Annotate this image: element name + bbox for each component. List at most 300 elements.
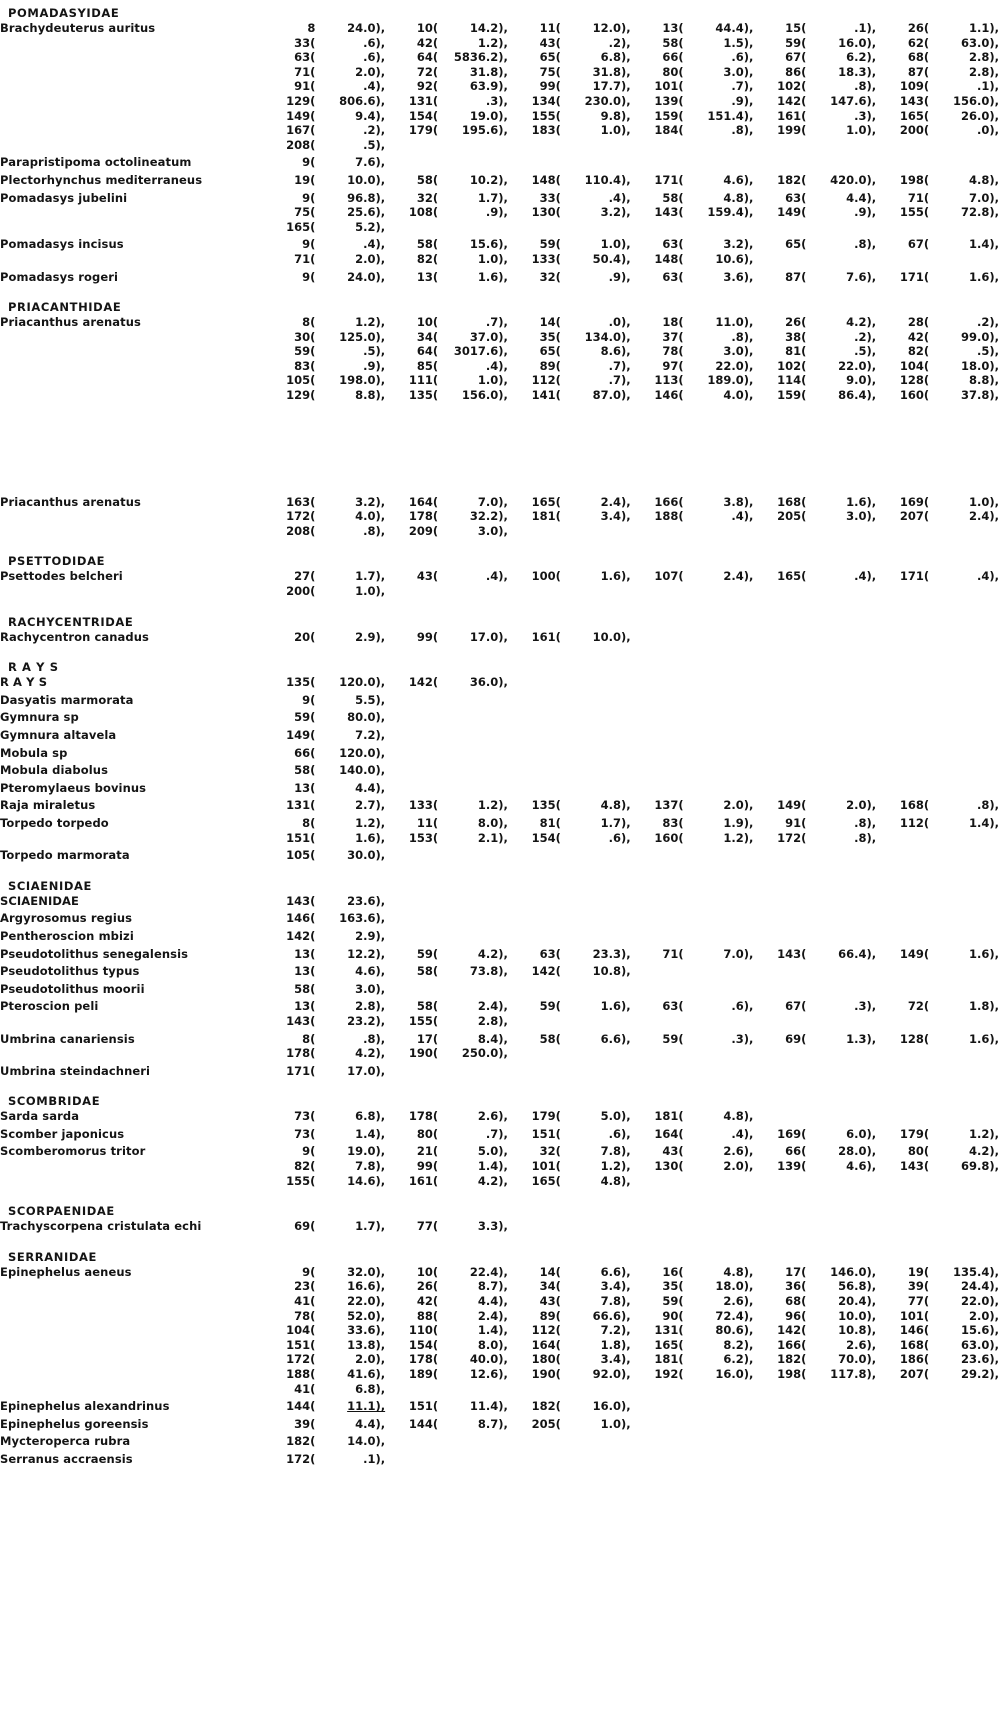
station-number: 16( <box>662 1264 684 1279</box>
station-number <box>385 982 438 997</box>
station-number: 186( <box>899 1352 930 1367</box>
station-number: 155( <box>286 1173 316 1188</box>
station-number: 200( <box>286 584 316 599</box>
station-number <box>508 1046 561 1061</box>
station-number <box>508 982 561 997</box>
catch-value: 9.8), <box>600 108 631 123</box>
table-row <box>0 746 999 761</box>
station-number: 104( <box>286 1323 316 1338</box>
catch-value: .3), <box>485 93 508 108</box>
station-number <box>631 781 684 796</box>
station-number: 198( <box>899 172 930 187</box>
catch-value: 2.0), <box>355 251 386 266</box>
species-name: Torpedo torpedo <box>0 815 109 830</box>
species-name: Pseudotolithus moorii <box>0 981 145 996</box>
catch-value: 806.6), <box>339 93 386 108</box>
station-number <box>508 894 561 909</box>
catch-value: 16.0), <box>838 35 877 50</box>
station-number: 149( <box>286 108 316 123</box>
catch-value <box>806 675 876 690</box>
station-number: 35( <box>662 1279 684 1294</box>
species-name: Epinephelus aeneus <box>0 1264 132 1279</box>
station-number: 133( <box>531 251 561 266</box>
station-number: 143( <box>286 893 316 908</box>
station-number: 165( <box>654 1337 684 1352</box>
catch-value: .3), <box>854 999 877 1014</box>
station-number: 73( <box>294 1126 316 1141</box>
station-number <box>753 1382 806 1397</box>
station-number: 100( <box>531 569 561 584</box>
station-number: 42( <box>416 35 439 50</box>
catch-value <box>929 1014 999 1029</box>
catch-value <box>561 1046 631 1061</box>
station-number: 148( <box>654 251 684 266</box>
station-number: 130( <box>531 205 561 220</box>
table-row <box>0 359 999 374</box>
catch-value: 1.2), <box>355 315 386 330</box>
station-number: 188( <box>286 1367 316 1381</box>
catch-value: .6), <box>731 999 754 1014</box>
catch-value: 1.6), <box>969 1031 999 1046</box>
catch-value: 2.8), <box>969 50 999 65</box>
station-number: 183( <box>531 123 561 138</box>
catch-value: 18.0), <box>715 1279 754 1294</box>
catch-value: 2.0), <box>723 798 754 813</box>
catch-value <box>806 728 876 743</box>
catch-value <box>684 1417 754 1432</box>
family-heading: SERRANIDAE <box>8 1249 97 1264</box>
station-number <box>876 1174 929 1189</box>
station-number: 10( <box>416 315 439 330</box>
catch-value: 3017.6), <box>453 344 508 359</box>
catch-value: 4.2), <box>477 946 508 961</box>
catch-value <box>561 746 631 761</box>
station-number <box>631 1014 684 1029</box>
catch-value: .9), <box>608 269 631 284</box>
catch-value: .8), <box>854 79 877 94</box>
catch-value: 4.4), <box>477 1294 508 1309</box>
station-number: 165( <box>899 108 930 123</box>
station-number <box>631 630 684 645</box>
station-number: 169( <box>899 494 930 509</box>
table-row <box>0 524 999 539</box>
table-row <box>0 1144 999 1159</box>
catch-value <box>561 1452 631 1467</box>
catch-value: 9.0), <box>846 373 877 388</box>
station-number: 58( <box>416 237 439 252</box>
station-number: 72( <box>907 999 930 1014</box>
catch-value: 147.6), <box>830 93 877 108</box>
catch-value: 4.4), <box>846 190 877 205</box>
catch-value: 30.0), <box>347 848 386 863</box>
table-row <box>0 675 999 690</box>
catch-value: 23.3), <box>592 946 631 961</box>
species-name: Parapristipoma octolineatum <box>0 155 192 170</box>
station-number <box>631 728 684 743</box>
catch-value: 70.0), <box>838 1352 877 1367</box>
station-number: 83( <box>294 358 316 373</box>
species-name: Pomadasys incisus <box>0 237 124 252</box>
catch-value <box>561 584 631 599</box>
catch-value: 5.0), <box>477 1144 508 1159</box>
station-number: 178( <box>408 509 439 524</box>
catch-table <box>0 894 999 1079</box>
species-name: Pseudotolithus senegalensis <box>0 946 189 961</box>
catch-value: 2.6), <box>723 1294 754 1309</box>
station-number: 19( <box>907 1264 930 1279</box>
catch-value <box>438 763 508 778</box>
catch-value: .4), <box>608 190 631 205</box>
catch-value: .2), <box>608 35 631 50</box>
catch-value: 3.3), <box>477 1219 508 1234</box>
station-number: 41( <box>294 1381 316 1396</box>
station-number: 68( <box>785 1294 807 1309</box>
table-row <box>0 237 999 252</box>
catch-value: 16.0), <box>715 1367 754 1381</box>
station-number: 149( <box>899 946 930 961</box>
catch-value: 1.7), <box>355 569 386 584</box>
catch-value <box>806 1399 876 1414</box>
station-number: 69( <box>294 1219 316 1234</box>
catch-value: 8.4), <box>477 1031 508 1046</box>
station-number: 131( <box>654 1323 684 1338</box>
station-number: 27( <box>294 569 316 584</box>
catch-value: 3.4), <box>600 1352 631 1367</box>
table-row <box>0 710 999 725</box>
catch-value: 140.0), <box>339 763 386 778</box>
catch-value: 50.4), <box>592 251 631 266</box>
catch-value: 117.8), <box>830 1367 877 1381</box>
catch-value: 8.7), <box>477 1279 508 1294</box>
station-number <box>753 1417 806 1432</box>
station-number: 63( <box>294 50 316 65</box>
station-number <box>631 155 684 170</box>
station-number: 99( <box>539 79 561 94</box>
station-number: 26( <box>907 21 930 35</box>
station-number: 128( <box>899 373 930 388</box>
catch-value: 26.0), <box>961 108 999 123</box>
station-number: 144( <box>286 1399 316 1414</box>
station-number: 182( <box>777 172 807 187</box>
station-number <box>385 746 438 761</box>
station-number <box>385 781 438 796</box>
section-spacer <box>0 599 999 615</box>
station-number <box>631 982 684 997</box>
station-number <box>876 781 929 796</box>
station-number: 17( <box>785 1264 807 1279</box>
family-heading: SCIAENIDAE <box>8 878 92 893</box>
catch-value: 10.0), <box>347 172 386 187</box>
station-number: 151( <box>531 1126 561 1141</box>
station-number: 178( <box>408 1352 439 1367</box>
station-number: 160( <box>899 388 930 403</box>
station-number: 58( <box>416 172 439 187</box>
catch-value <box>929 728 999 743</box>
catch-value <box>561 1219 631 1234</box>
species-name: Priacanthus arenatus <box>0 494 141 509</box>
table-row <box>0 220 999 235</box>
catch-table <box>0 495 999 539</box>
catch-value: 2.0), <box>355 64 386 79</box>
species-name <box>0 1309 262 1324</box>
catch-value <box>684 1434 754 1449</box>
catch-value <box>806 630 876 645</box>
catch-value <box>684 1219 754 1234</box>
station-number: 63( <box>662 999 684 1014</box>
species-name <box>0 109 262 124</box>
catch-value: 10.8), <box>592 964 631 979</box>
station-number: 67( <box>907 237 930 252</box>
catch-value: 7.6), <box>846 269 877 284</box>
table-row <box>0 831 999 846</box>
catch-value <box>929 252 999 267</box>
catch-value: 1.6), <box>969 946 999 961</box>
table-row <box>0 173 999 188</box>
species-name <box>0 1294 262 1309</box>
catch-value <box>929 1109 999 1124</box>
station-number <box>385 138 438 153</box>
station-number <box>508 728 561 743</box>
station-number: 141( <box>531 388 561 403</box>
station-number: 154( <box>531 830 561 845</box>
station-number: 114( <box>777 373 807 388</box>
station-number: 171( <box>899 269 930 284</box>
catch-value <box>438 1452 508 1467</box>
station-number: 178( <box>286 1046 316 1061</box>
table-row <box>0 1219 999 1234</box>
station-number <box>876 848 929 863</box>
station-number: 32( <box>539 1144 561 1159</box>
catch-value <box>684 781 754 796</box>
catch-value: 2.4), <box>723 569 754 584</box>
catch-value <box>684 675 754 690</box>
catch-value: .7), <box>608 373 631 388</box>
species-name <box>0 220 262 235</box>
catch-value: .6), <box>363 50 386 65</box>
catch-value <box>561 155 631 170</box>
catch-value: 4.8), <box>969 172 999 187</box>
catch-value: 3.0), <box>477 523 508 538</box>
catch-value <box>684 728 754 743</box>
catch-value: 1.9), <box>723 815 754 830</box>
table-row <box>0 1294 999 1309</box>
station-number <box>876 831 929 846</box>
table-row <box>0 1064 999 1079</box>
species-name: Gymnura sp <box>0 710 79 725</box>
station-number <box>385 911 438 926</box>
catch-value: 22.0), <box>715 358 754 373</box>
catch-value: .7), <box>731 79 754 94</box>
table-row <box>0 388 999 403</box>
species-name <box>0 373 262 388</box>
catch-value: .7), <box>485 315 508 330</box>
family-heading: RACHYCENTRIDAE <box>8 614 134 629</box>
catch-value: .6), <box>608 1126 631 1141</box>
catch-value <box>684 1382 754 1397</box>
species-name <box>0 584 262 599</box>
station-number: 143( <box>899 1159 930 1174</box>
catch-value: 4.2), <box>969 1144 999 1159</box>
table-row <box>0 1434 999 1449</box>
station-number <box>876 894 929 909</box>
station-number: 161( <box>777 108 807 123</box>
station-number: 9( <box>302 692 316 707</box>
station-number <box>385 929 438 944</box>
station-number <box>631 929 684 944</box>
table-row <box>0 947 999 962</box>
table-row <box>0 1382 999 1397</box>
station-number: 8( <box>302 315 316 330</box>
station-number: 21( <box>416 1144 439 1159</box>
station-number: 182( <box>531 1399 561 1414</box>
station-number: 58( <box>294 763 316 778</box>
catch-value: 8.7), <box>477 1416 508 1431</box>
catch-value <box>684 630 754 645</box>
catch-value: 7.8), <box>600 1294 631 1309</box>
catch-value: .9), <box>731 93 754 108</box>
species-name: Trachyscorpena cristulata echi <box>0 1219 202 1234</box>
station-number: 128( <box>899 1031 930 1046</box>
catch-value: 1.6), <box>600 569 631 584</box>
station-number: 182( <box>286 1434 316 1449</box>
catch-value: 12.2), <box>347 946 386 961</box>
station-number <box>876 964 929 979</box>
station-number: 41( <box>294 1294 316 1309</box>
station-number <box>753 848 806 863</box>
catch-value: .1), <box>854 21 877 35</box>
family-heading: R A Y S <box>8 660 59 675</box>
station-number <box>631 1452 684 1467</box>
catch-value: .2), <box>363 123 386 138</box>
station-number <box>385 763 438 778</box>
station-number <box>631 848 684 863</box>
catch-value: 19.0), <box>469 108 508 123</box>
species-name <box>0 330 262 345</box>
station-number <box>631 1417 684 1432</box>
station-number: 190( <box>531 1367 561 1381</box>
station-number: 129( <box>286 388 316 403</box>
catch-value <box>806 1219 876 1234</box>
species-name: Pentheroscion mbizi <box>0 928 134 943</box>
station-number: 131( <box>286 798 316 813</box>
station-number <box>753 1046 806 1061</box>
catch-value: 14.6), <box>347 1173 386 1188</box>
species-name <box>0 123 262 138</box>
station-number: 20( <box>294 629 316 644</box>
catch-value: 3.0), <box>846 509 877 524</box>
catch-value: 1.4), <box>477 1323 508 1338</box>
catch-value: 16.0), <box>592 1399 631 1414</box>
station-number: 180( <box>531 1352 561 1367</box>
station-number <box>753 138 806 153</box>
station-number <box>876 746 929 761</box>
species-name <box>0 1174 262 1189</box>
station-number: 179( <box>408 123 439 138</box>
station-number <box>508 524 561 539</box>
catch-value: .6), <box>363 35 386 50</box>
station-number: 105( <box>286 373 316 388</box>
station-number: 87( <box>785 269 807 284</box>
table-row <box>0 1109 999 1124</box>
station-number <box>876 1399 929 1414</box>
catch-value: 10.2), <box>469 172 508 187</box>
catch-value: 23.6), <box>961 1352 999 1367</box>
station-number: 161( <box>408 1173 439 1188</box>
station-number: 59( <box>294 710 316 725</box>
station-number: 159( <box>777 388 807 403</box>
station-number: 192( <box>654 1367 684 1381</box>
species-name <box>0 1323 262 1338</box>
table-row <box>0 763 999 778</box>
station-number: 171( <box>899 569 930 584</box>
catch-table <box>0 675 999 863</box>
station-number: 111( <box>408 373 439 388</box>
station-number: 15( <box>785 21 807 35</box>
catch-value: 420.0), <box>830 172 877 187</box>
station-number: 43( <box>416 569 439 584</box>
catch-value <box>806 138 876 153</box>
catch-value <box>929 929 999 944</box>
section-spacer <box>0 403 999 495</box>
station-number: 67( <box>785 50 807 65</box>
catch-value <box>684 1174 754 1189</box>
catch-value <box>806 155 876 170</box>
catch-value <box>929 763 999 778</box>
catch-value <box>806 982 876 997</box>
station-number: 172( <box>286 1352 316 1367</box>
station-number <box>385 1382 438 1397</box>
catch-value: 3.4), <box>600 1279 631 1294</box>
station-number: 90( <box>662 1308 684 1323</box>
station-number: 75( <box>294 205 316 220</box>
station-number: 108( <box>408 205 439 220</box>
station-number: 112( <box>531 1323 561 1338</box>
station-number: 149( <box>777 205 807 220</box>
station-number: 209( <box>408 523 439 538</box>
station-number: 155( <box>531 108 561 123</box>
species-name: Pteromylaeus bovinus <box>0 780 147 795</box>
catch-value: .8), <box>854 815 877 830</box>
catch-value: 29.2), <box>961 1367 999 1381</box>
station-number: 77( <box>416 1219 439 1234</box>
table-row <box>0 330 999 345</box>
catch-value: 1.0), <box>846 123 877 138</box>
station-number: 155( <box>408 1013 439 1028</box>
catch-value: .4), <box>485 569 508 584</box>
station-number <box>753 584 806 599</box>
station-number <box>876 1219 929 1234</box>
station-number: 167( <box>286 123 316 138</box>
station-number: 104( <box>899 358 930 373</box>
station-number: 131( <box>408 93 439 108</box>
station-number: 33( <box>294 35 316 50</box>
catch-value: .7), <box>608 358 631 373</box>
table-row <box>0 138 999 153</box>
station-number: 199( <box>777 123 807 138</box>
catch-value: .4), <box>363 237 386 252</box>
station-number <box>508 1219 561 1234</box>
station-number: 112( <box>899 815 930 830</box>
species-name <box>0 1367 262 1382</box>
catch-value: .8), <box>363 1031 386 1046</box>
station-number <box>508 138 561 153</box>
station-number: 58( <box>416 999 439 1014</box>
station-number <box>876 1382 929 1397</box>
station-number: 71( <box>907 190 930 205</box>
station-number: 172( <box>777 830 807 845</box>
table-row <box>0 109 999 124</box>
station-number: 13( <box>294 780 316 795</box>
